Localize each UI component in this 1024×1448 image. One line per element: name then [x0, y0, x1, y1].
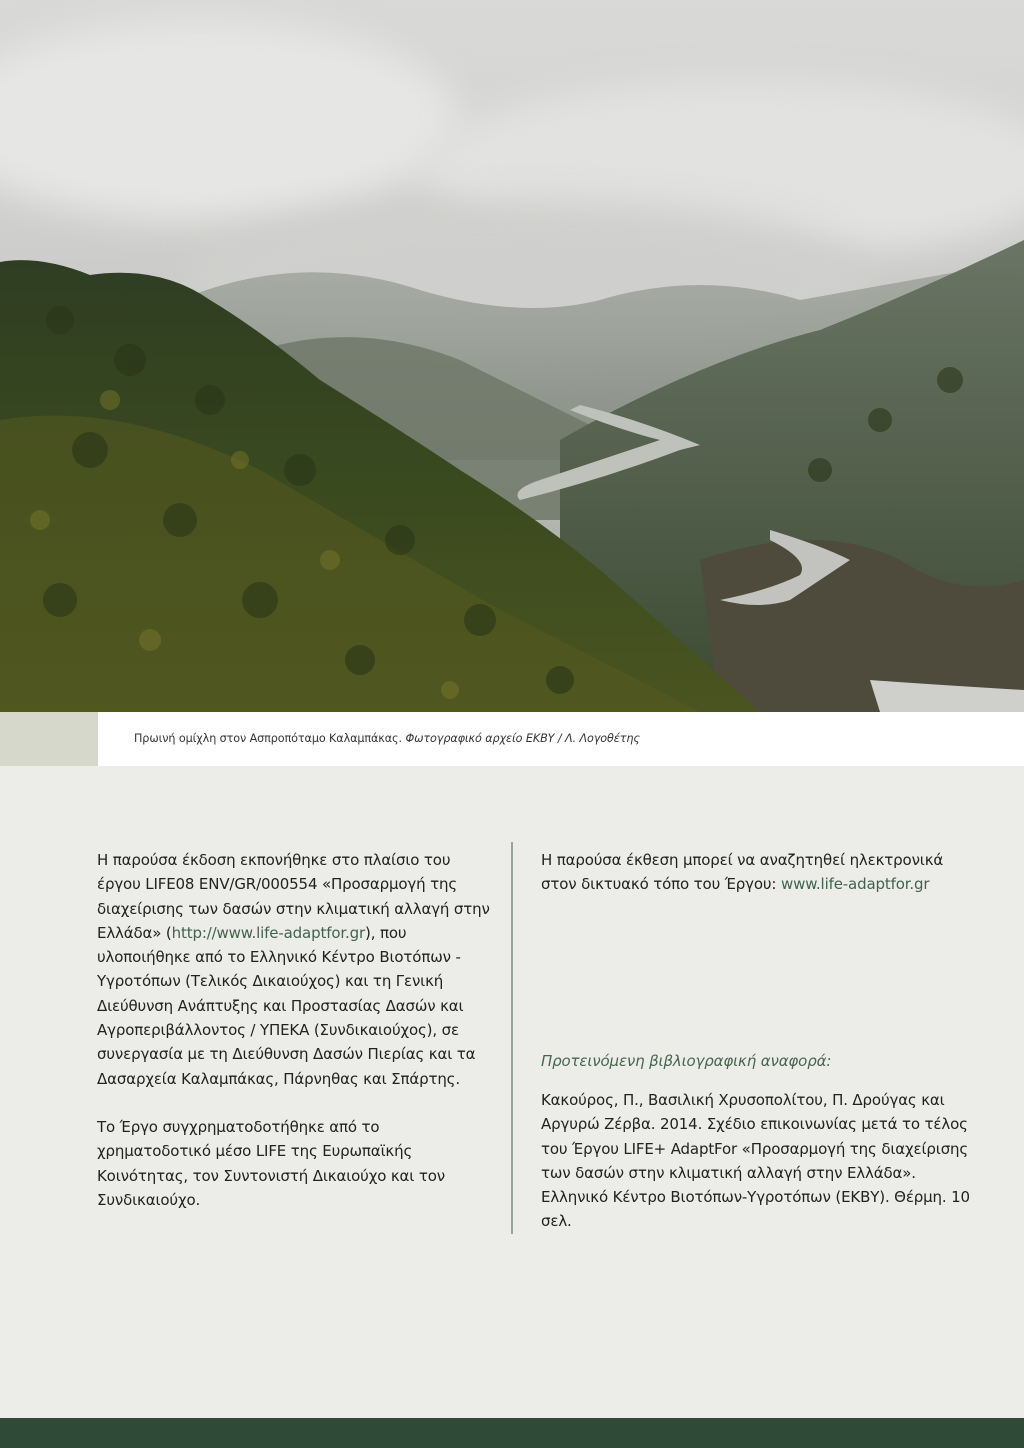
photo-caption: [134, 732, 640, 745]
column-divider: [511, 842, 513, 1234]
footer-bar: [0, 1418, 1024, 1448]
valley-landscape: [0, 0, 1024, 712]
citation-body: Κακούρος, Π., Βασιλική Χρυσοπολίτου, Π. Δρούγας και Αργυρώ Ζέρβα. 2014. Σχέδιο επικοινωνίας μετά το τέλος του Έργου LIFE+ AdaptFor «Προσαρμογή της διαχείρισης των δασών στην κλιματική αλλαγή στην Ελλάδα». Ελληνικό Κέντρο Βιοτόπων-Υγροτόπων (ΕΚΒΥ). Θέρμη. 10 σελ.: [541, 1091, 970, 1231]
caption-credit: Φωτογραφικό αρχείο ΕΚΒΥ / Λ. Λογοθέτης: [405, 732, 640, 745]
left-column: [97, 848, 497, 1212]
caption-accent-block: [0, 712, 98, 766]
right-column: [541, 848, 961, 897]
funding-statement: Το Έργο συγχρηματοδοτήθηκε από το χρηματοδοτικό μέσο LIFE της Ευρωπαϊκής Κοινότητας, τον Συντονιστή Δικαιούχο και τον Συνδικαιούχο.: [97, 1117, 445, 1209]
caption-text: Πρωινή ομίχλη στον Ασπροπόταμο Καλαμπάκας.: [134, 732, 406, 745]
photo-caption-bar: [0, 712, 1024, 766]
website-link[interactable]: www.life-adaptfor.gr: [780, 875, 930, 894]
hero-photo: [0, 0, 1024, 712]
availability-text: Η παρούσα έκθεση μπορεί να αναζητηθεί ηλεκτρονικά στον δικτυακό τόπο του Έργου:: [541, 851, 944, 894]
project-description-text: Η παρούσα έκδοση εκπονήθηκε στο πλαίσιο του έργου LIFE08 ENV/GR/000554 «Προσαρμογή της διαχείρισης των δασών στην κλιματική αλλαγή στην Ελλάδα» (: [97, 851, 490, 942]
project-description-text-continued: ), που υλοποιήθηκε από το Ελληνικό Κέντρο Βιοτόπων - Υγροτόπων (Τελικός Δικαιούχος) και τη Γενική Διεύθυνση Ανάπτυξης και Προστασίας Δασών και Αγροπεριβάλλοντος / ΥΠΕΚΑ (Συνδικαιούχος), σε συνεργασία με τη Διεύθυνση Δασών Πιερίας και τα Δασαρχεία Καλαμπάκας, Πάρνηθας και Σπάρτης.: [97, 923, 476, 1088]
project-description: [97, 848, 497, 1091]
citation-text: [541, 1088, 971, 1234]
project-link[interactable]: http://www.life-adaptfor.gr: [171, 923, 366, 942]
availability-note: [541, 848, 961, 897]
citation-heading: Προτεινόμενη βιβλιογραφική αναφορά:: [541, 1052, 832, 1070]
